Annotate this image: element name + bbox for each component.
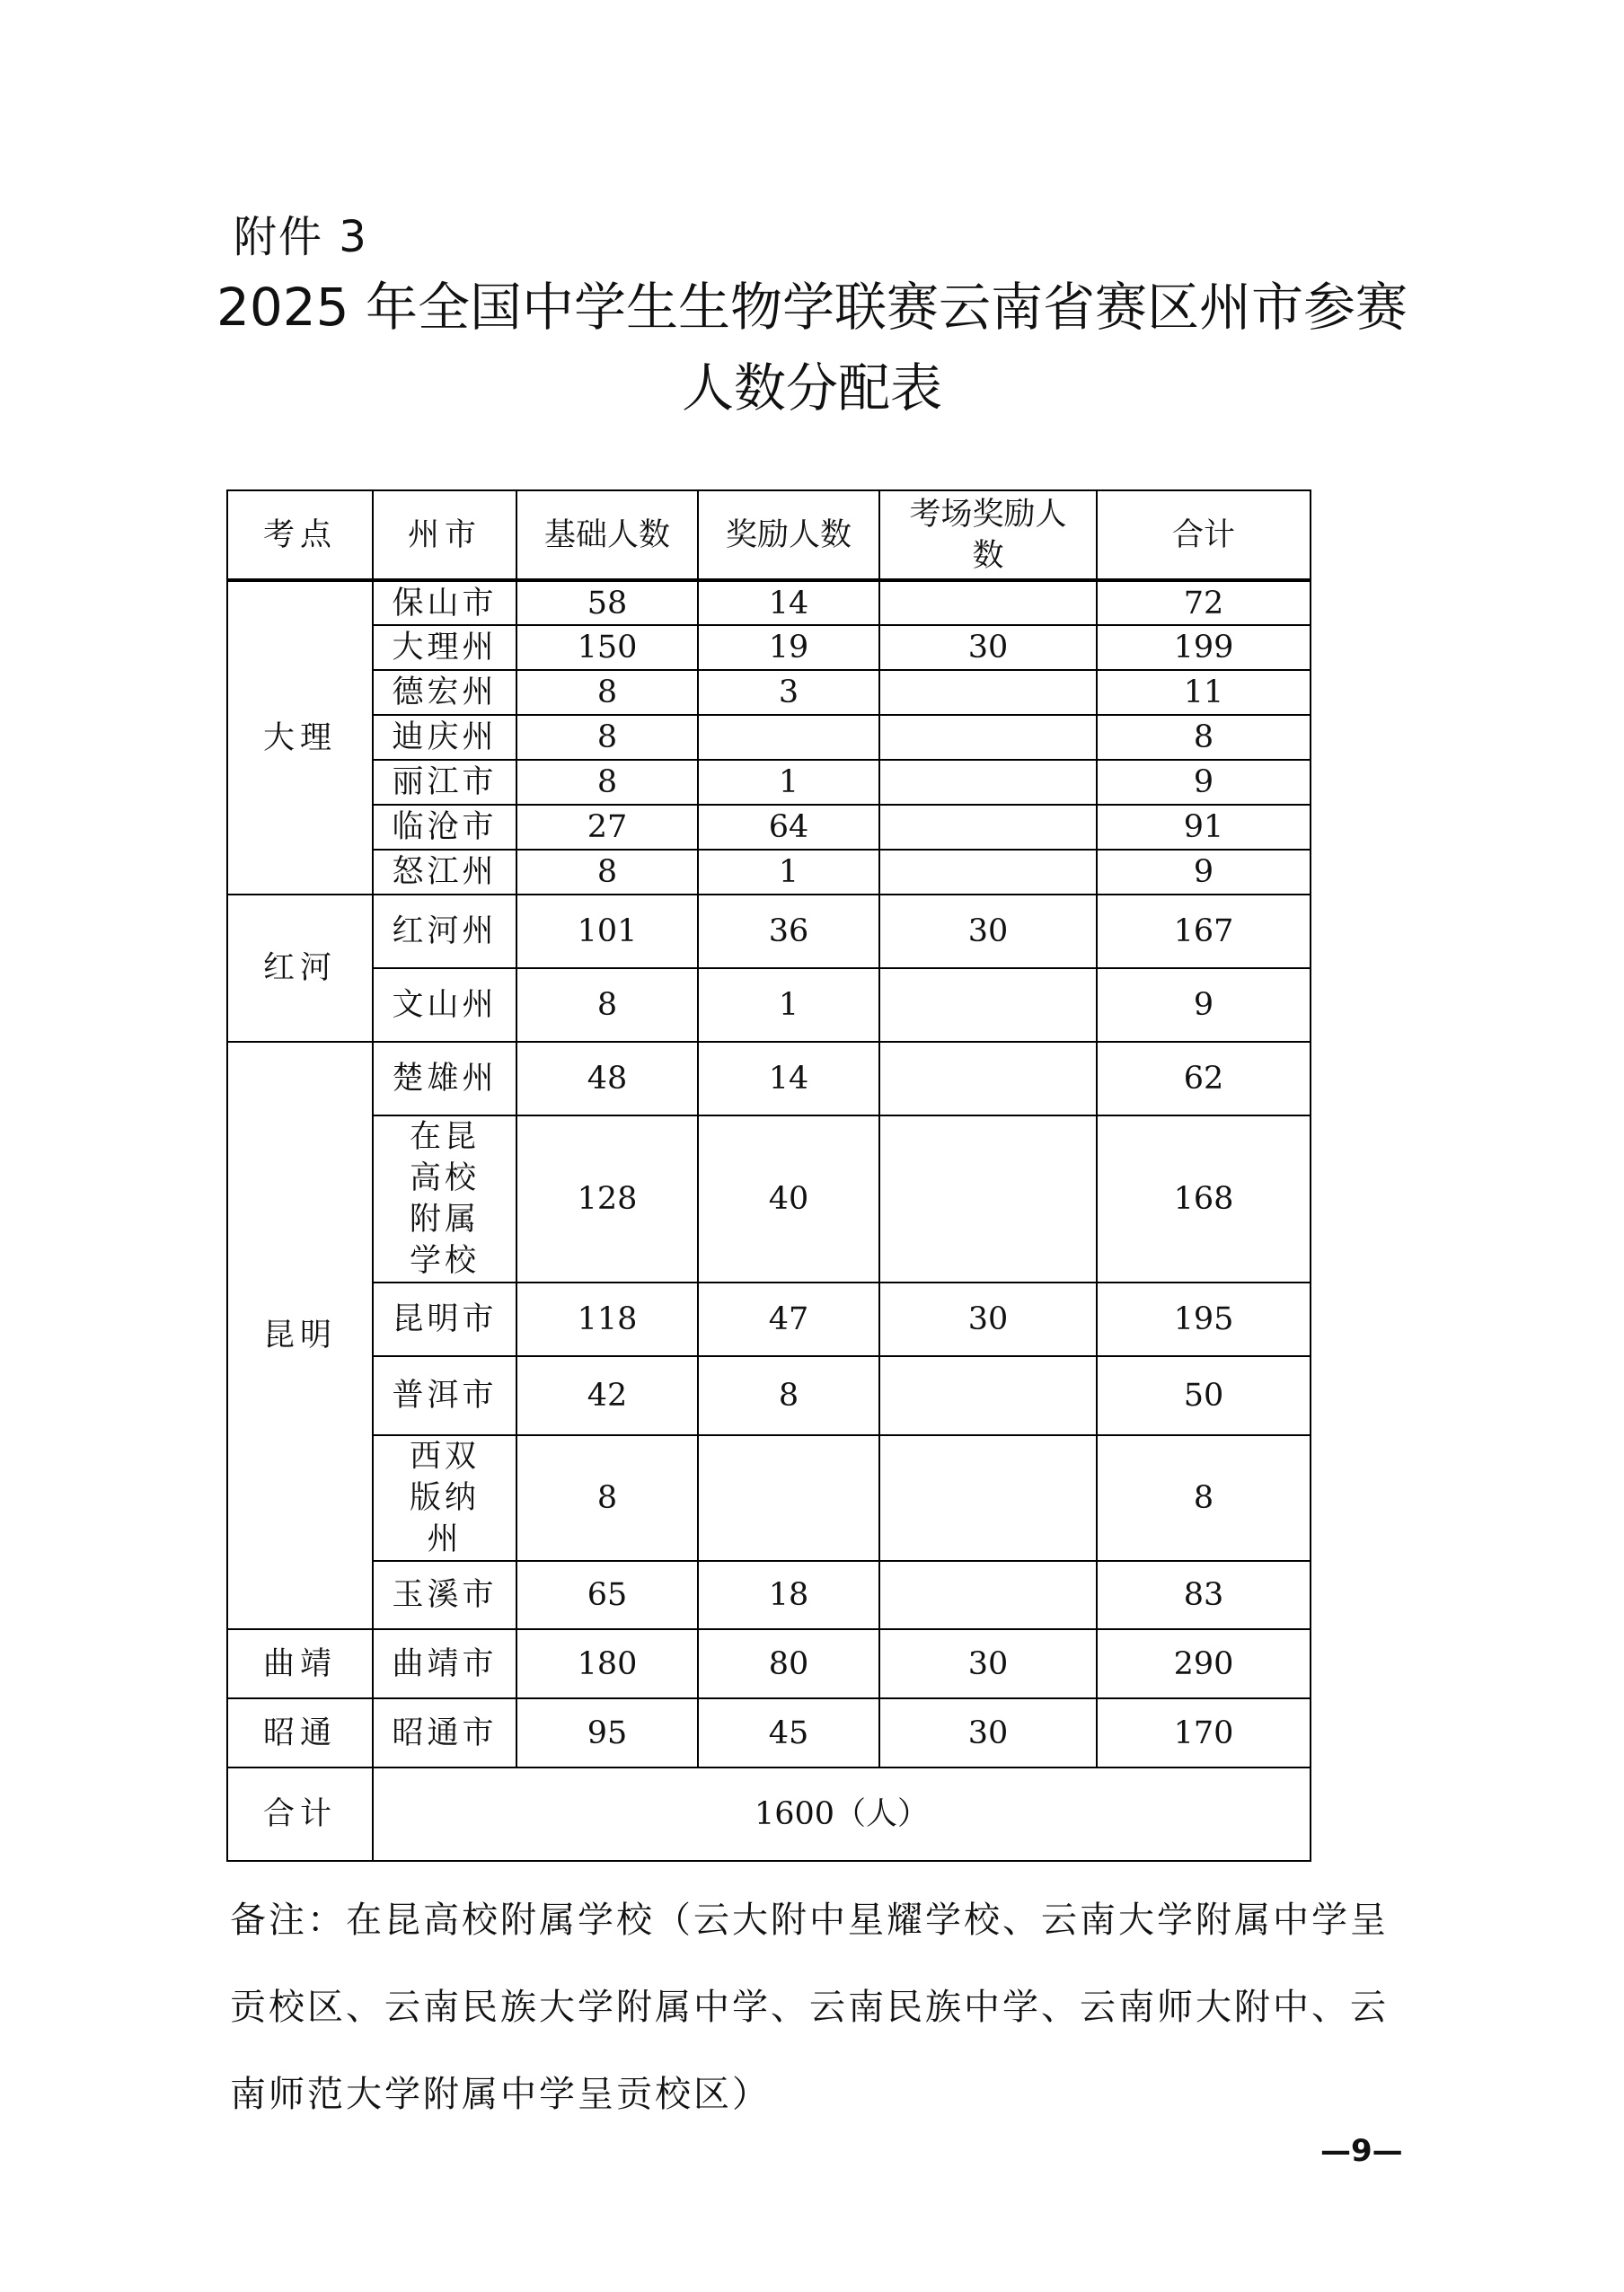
base-cell: 8 <box>516 968 698 1042</box>
header-reward-count: 奖励人数 <box>698 490 879 580</box>
base-cell: 42 <box>516 1356 698 1435</box>
base-cell: 65 <box>516 1561 698 1629</box>
site-cell: 曲靖 <box>227 1629 373 1698</box>
total-cell: 62 <box>1097 1042 1311 1115</box>
site-cell: 昆明 <box>227 1042 373 1629</box>
total-cell: 9 <box>1097 968 1311 1042</box>
reward-cell: 80 <box>698 1629 879 1698</box>
allocation-table <box>226 489 1311 1862</box>
city-cell: 昭通市 <box>373 1698 516 1767</box>
city-cell: 迪庆州 <box>373 715 516 760</box>
table-row <box>227 1698 1311 1767</box>
site-reward-cell <box>879 850 1097 895</box>
site-reward-cell: 30 <box>879 1698 1097 1767</box>
site-cell: 昭通 <box>227 1698 373 1767</box>
site-reward-cell <box>879 805 1097 850</box>
site-cell: 红河 <box>227 895 373 1042</box>
city-cell: 文山州 <box>373 968 516 1042</box>
reward-cell: 64 <box>698 805 879 850</box>
site-reward-cell <box>879 760 1097 805</box>
site-reward-cell <box>879 1356 1097 1435</box>
header-site-reward-count: 考场奖励人数 <box>879 490 1097 580</box>
base-cell: 101 <box>516 895 698 968</box>
city-cell: 西双版纳州 <box>373 1435 516 1561</box>
site-reward-cell: 30 <box>879 1283 1097 1356</box>
total-cell: 167 <box>1097 895 1311 968</box>
table-row <box>227 580 1311 625</box>
site-reward-cell <box>879 670 1097 715</box>
total-cell: 9 <box>1097 760 1311 805</box>
city-cell: 在昆高校附属学校 <box>373 1115 516 1283</box>
table-row <box>227 760 1311 805</box>
reward-cell: 47 <box>698 1283 879 1356</box>
total-cell: 91 <box>1097 805 1311 850</box>
city-cell: 临沧市 <box>373 805 516 850</box>
site-reward-cell <box>879 580 1097 625</box>
city-cell: 大理州 <box>373 625 516 670</box>
table-row <box>227 1115 1311 1283</box>
table-row <box>227 670 1311 715</box>
table-row <box>227 1283 1311 1356</box>
document-title-line-2: 人数分配表 <box>681 357 942 419</box>
base-cell: 118 <box>516 1283 698 1356</box>
total-cell: 8 <box>1097 715 1311 760</box>
reward-cell: 1 <box>698 968 879 1042</box>
table-row <box>227 625 1311 670</box>
attachment-label: 附件 3 <box>234 212 368 262</box>
reward-cell: 1 <box>698 760 879 805</box>
base-cell: 58 <box>516 580 698 625</box>
page-number: —9— <box>1320 2133 1403 2169</box>
city-cell: 怒江州 <box>373 850 516 895</box>
table-row <box>227 895 1311 968</box>
table-row <box>227 805 1311 850</box>
site-reward-cell: 30 <box>879 895 1097 968</box>
total-cell: 9 <box>1097 850 1311 895</box>
table-row <box>227 850 1311 895</box>
table-row <box>227 1435 1311 1561</box>
base-cell: 27 <box>516 805 698 850</box>
reward-cell <box>698 1435 879 1561</box>
table-row <box>227 1356 1311 1435</box>
reward-cell: 1 <box>698 850 879 895</box>
base-cell: 8 <box>516 850 698 895</box>
base-cell: 8 <box>516 670 698 715</box>
footnote: 备注：在昆高校附属学校（云大附中星耀学校、云南大学附属中学呈贡校区、云南民族大学附属中学、云南民族中学、云南师大附中、云南师范大学附属中学呈贡校区） <box>230 1900 1389 2115</box>
reward-cell: 3 <box>698 670 879 715</box>
reward-cell: 45 <box>698 1698 879 1767</box>
site-reward-cell <box>879 968 1097 1042</box>
city-cell: 曲靖市 <box>373 1629 516 1698</box>
table-row <box>227 968 1311 1042</box>
header-city: 州市 <box>373 490 516 580</box>
reward-cell: 36 <box>698 895 879 968</box>
reward-cell <box>698 715 879 760</box>
table-row <box>227 1561 1311 1629</box>
city-cell: 昆明市 <box>373 1283 516 1356</box>
base-cell: 180 <box>516 1629 698 1698</box>
total-cell: 290 <box>1097 1629 1311 1698</box>
total-cell: 199 <box>1097 625 1311 670</box>
base-cell: 48 <box>516 1042 698 1115</box>
total-cell: 11 <box>1097 670 1311 715</box>
total-cell: 170 <box>1097 1698 1311 1767</box>
city-cell: 普洱市 <box>373 1356 516 1435</box>
city-cell: 丽江市 <box>373 760 516 805</box>
site-reward-cell <box>879 715 1097 760</box>
grand-total-value: 1600（人） <box>373 1767 1311 1861</box>
total-cell: 50 <box>1097 1356 1311 1435</box>
city-cell: 保山市 <box>373 580 516 625</box>
site-reward-cell: 30 <box>879 1629 1097 1698</box>
city-cell: 玉溪市 <box>373 1561 516 1629</box>
table-header-row <box>227 490 1311 580</box>
reward-cell: 40 <box>698 1115 879 1283</box>
base-cell: 8 <box>516 715 698 760</box>
base-cell: 8 <box>516 1435 698 1561</box>
total-cell: 8 <box>1097 1435 1311 1561</box>
grand-total-label: 合计 <box>227 1767 373 1861</box>
site-reward-cell <box>879 1561 1097 1629</box>
total-cell: 168 <box>1097 1115 1311 1283</box>
header-base-count: 基础人数 <box>516 490 698 580</box>
reward-cell: 18 <box>698 1561 879 1629</box>
base-cell: 150 <box>516 625 698 670</box>
city-cell: 楚雄州 <box>373 1042 516 1115</box>
table-row <box>227 1042 1311 1115</box>
header-site: 考点 <box>227 490 373 580</box>
site-reward-cell <box>879 1435 1097 1561</box>
document-title-line-1: 2025 年全国中学生生物学联赛云南省赛区州市参赛 <box>216 277 1408 338</box>
city-cell: 德宏州 <box>373 670 516 715</box>
reward-cell: 19 <box>698 625 879 670</box>
total-cell: 83 <box>1097 1561 1311 1629</box>
reward-cell: 8 <box>698 1356 879 1435</box>
table-row <box>227 715 1311 760</box>
city-cell: 红河州 <box>373 895 516 968</box>
site-reward-cell: 30 <box>879 625 1097 670</box>
base-cell: 128 <box>516 1115 698 1283</box>
site-reward-cell <box>879 1115 1097 1283</box>
site-reward-cell <box>879 1042 1097 1115</box>
reward-cell: 14 <box>698 580 879 625</box>
total-cell: 195 <box>1097 1283 1311 1356</box>
reward-cell: 14 <box>698 1042 879 1115</box>
header-total: 合计 <box>1097 490 1311 580</box>
total-cell: 72 <box>1097 580 1311 625</box>
grand-total-row <box>227 1767 1311 1861</box>
base-cell: 95 <box>516 1698 698 1767</box>
base-cell: 8 <box>516 760 698 805</box>
site-cell: 大理 <box>227 580 373 895</box>
table-row <box>227 1629 1311 1698</box>
